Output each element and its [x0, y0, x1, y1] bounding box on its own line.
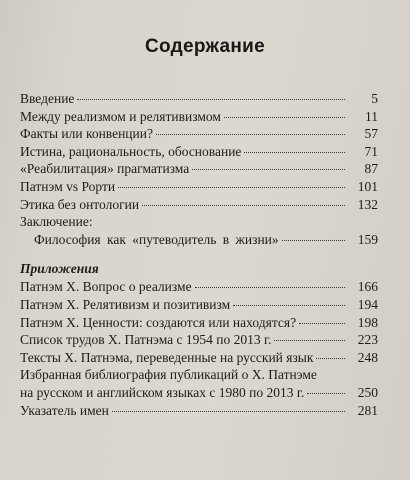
- dot-leader: [224, 117, 345, 118]
- toc-entry-label: Патнэм Х. Релятивизм и позитивизм: [20, 296, 231, 312]
- toc-entry: [20, 196, 378, 214]
- dot-leader: [192, 169, 345, 170]
- toc-entry: [20, 178, 378, 196]
- toc-entry: [20, 331, 378, 349]
- toc-entry: [20, 278, 378, 296]
- toc-entry-page: 250: [357, 384, 378, 400]
- toc-entry: [20, 108, 378, 126]
- toc-entry-page: 5: [371, 91, 378, 106]
- dot-leader: [118, 187, 345, 188]
- toc-entry-label: Факты или конвенции?: [20, 126, 153, 142]
- toc-entry-page: 132: [357, 196, 378, 212]
- conclusion-heading: Заключение:: [20, 214, 93, 230]
- toc-entry-label: Список трудов Х. Патнэма с 1954 по 2013 г.: [20, 332, 272, 348]
- toc-entry: [20, 90, 378, 108]
- dot-leader: [77, 99, 345, 100]
- toc-entry-label: Введение: [20, 91, 75, 106]
- dot-leader: [282, 240, 345, 241]
- main-entries: [20, 90, 378, 213]
- dot-leader: [299, 323, 345, 324]
- toc-entry: [20, 125, 378, 143]
- appendix-entries: [20, 278, 378, 366]
- toc-entry-page: 248: [357, 349, 378, 365]
- toc-entry-label: Этика без онтологии: [20, 196, 140, 212]
- toc-entry: [20, 231, 378, 249]
- toc-entry-label: Указатель имен: [20, 402, 109, 418]
- toc-entry-page: 11: [365, 108, 378, 124]
- toc-entry-label: «Реабилитация» прагматизма: [20, 161, 190, 177]
- toc-entry-label: Тексты Х. Патнэма, переведенные на русский язык: [20, 349, 314, 365]
- toc-entry-page: 71: [364, 143, 378, 159]
- dot-leader: [244, 152, 345, 153]
- bibliography-line-1: Избранная библиография публикаций о Х. Патнэме: [20, 367, 317, 383]
- toc-entry-page: 198: [357, 314, 378, 330]
- dot-leader: [112, 411, 345, 412]
- toc-entry-label: Философия как «путеводитель в жизни»: [34, 231, 279, 247]
- toc-entry-page: 281: [357, 402, 378, 418]
- toc-entry-page: 223: [357, 332, 378, 348]
- toc-entry: [20, 296, 378, 314]
- table-of-contents: [20, 90, 378, 419]
- toc-entry-label: Патнэм Х. Вопрос о реализме: [20, 279, 192, 295]
- dot-leader: [233, 305, 345, 306]
- dot-leader: [307, 393, 345, 394]
- dot-leader: [195, 287, 345, 288]
- toc-entry: [20, 314, 378, 332]
- toc-entry: [20, 143, 378, 161]
- toc-entry-label: Патнэм vs Рорти: [20, 178, 116, 194]
- toc-entry-label: на русском и английском языках с 1980 по 2013 г.: [20, 384, 305, 400]
- dot-leader: [142, 205, 345, 206]
- toc-entry-label: Между реализмом и релятивизмом: [20, 108, 221, 124]
- toc-entry: [20, 349, 378, 367]
- toc-entry-page: 159: [357, 231, 378, 247]
- toc-entry-label: Патнэм Х. Ценности: создаются или находятся?: [20, 314, 297, 330]
- toc-entry: [20, 384, 378, 402]
- dot-leader: [156, 134, 345, 135]
- toc-entry-page: 87: [364, 161, 378, 177]
- toc-entry: [20, 402, 378, 420]
- toc-entry-page: 57: [364, 126, 378, 142]
- appendix-heading: Приложения: [20, 261, 99, 277]
- page-title: Содержание: [144, 36, 266, 57]
- dot-leader: [274, 340, 345, 341]
- toc-entry: [20, 160, 378, 178]
- toc-entry-page: 101: [357, 178, 378, 194]
- toc-entry-label: Истина, рациональность, обоснование: [20, 143, 242, 159]
- dot-leader: [316, 358, 345, 359]
- toc-entry-page: 166: [357, 279, 378, 295]
- toc-entry-page: 194: [357, 296, 378, 312]
